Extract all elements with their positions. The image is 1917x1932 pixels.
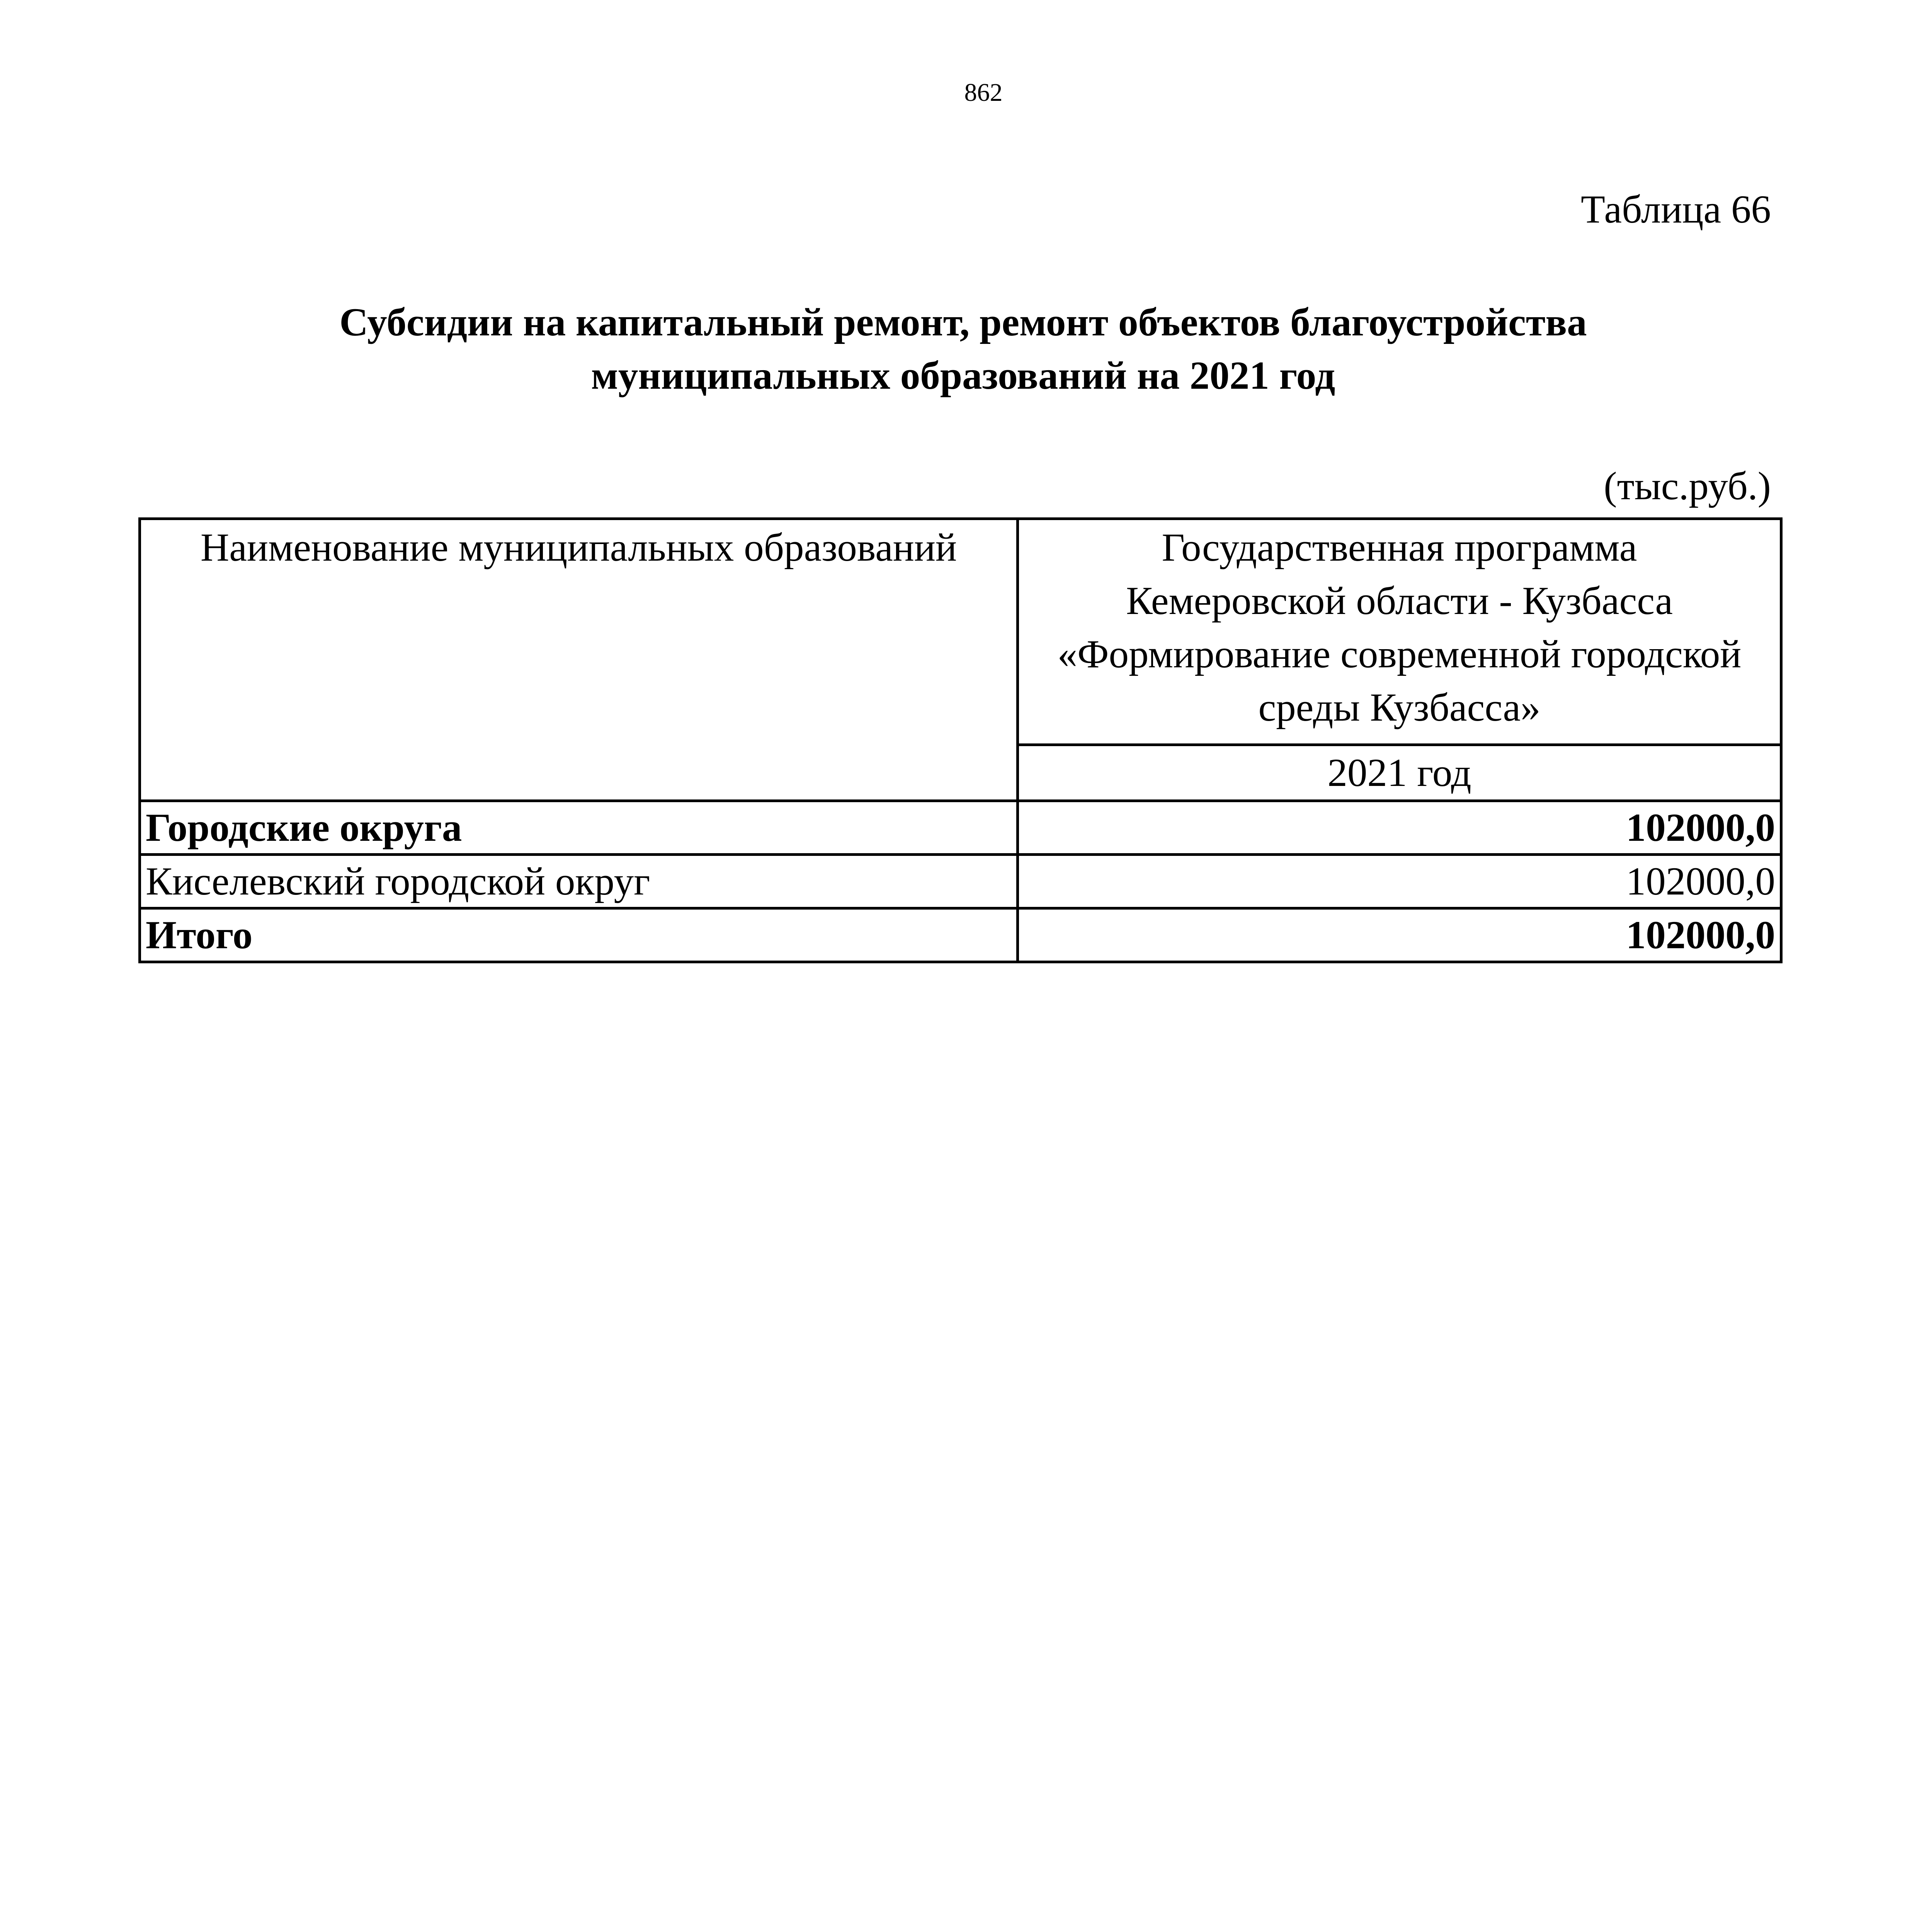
unit-label: (тыс.руб.) (1604, 464, 1771, 508)
page-number: 862 (964, 78, 1003, 107)
title-line-1: Субсидии на капитальный ремонт, ремонт объектов благоустройства (339, 300, 1587, 344)
header-year: 2021 год (1018, 745, 1781, 801)
table-number-label: Таблица 66 (1580, 187, 1771, 231)
title-line-2: муниципальных образований на 2021 год (591, 354, 1335, 398)
document-title (0, 296, 1917, 402)
header-program-line-3: «Формирование современной городской (1057, 632, 1742, 676)
header-name-column: Наименование муниципальных образований (140, 519, 1018, 801)
table-row-total (140, 908, 1781, 962)
row-value: 102000,0 (1018, 801, 1781, 855)
row-name: Городские округа (140, 801, 1018, 855)
header-program-line-2: Кемеровской области - Кузбасса (1126, 579, 1673, 623)
table-header-row (140, 519, 1781, 745)
header-program-line-1: Государственная программа (1162, 526, 1637, 570)
subsidies-table (138, 517, 1783, 963)
row-name: Итого (140, 908, 1018, 962)
table-row-kiselevsk (140, 855, 1781, 908)
header-program-line-4: среды Кузбасса» (1258, 685, 1541, 730)
table-row-urban-districts (140, 801, 1781, 855)
row-value: 102000,0 (1018, 908, 1781, 962)
row-value: 102000,0 (1018, 855, 1781, 908)
row-name: Киселевский городской округ (140, 855, 1018, 908)
header-program-column (1018, 519, 1781, 745)
